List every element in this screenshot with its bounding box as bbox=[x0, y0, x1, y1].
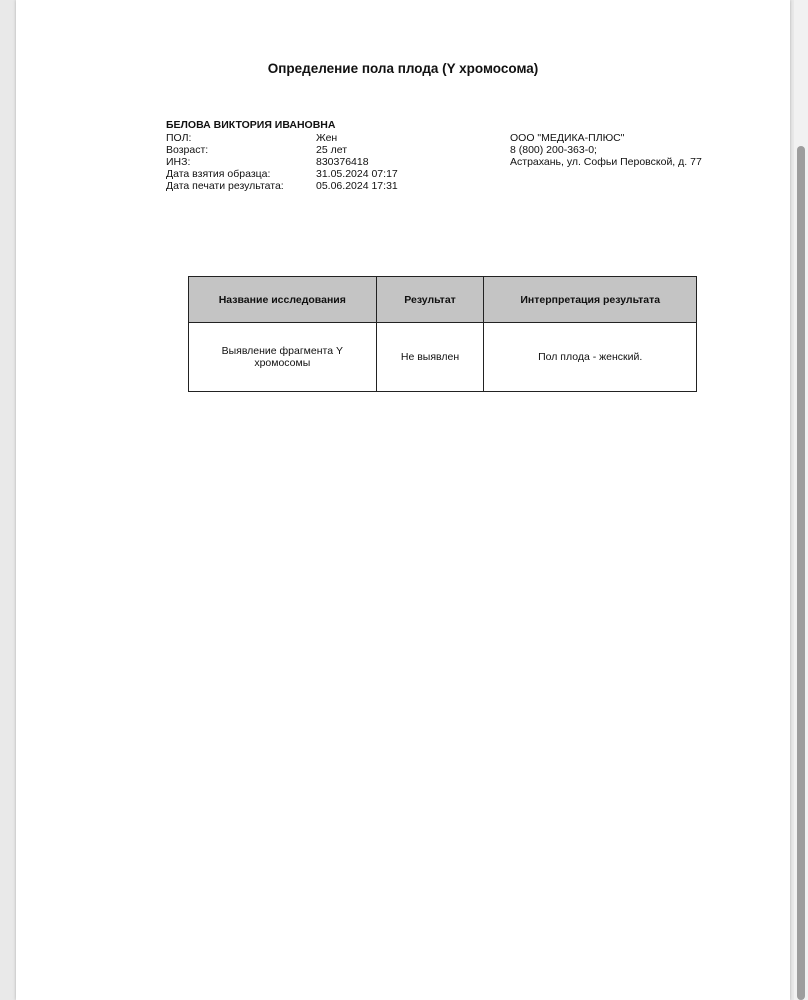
organization-name: ООО "МЕДИКА-ПЛЮС" bbox=[510, 132, 625, 144]
organization-phone: 8 (800) 200-363-0; bbox=[510, 144, 597, 156]
info-row-print-date bbox=[166, 180, 398, 192]
info-value: 25 лет bbox=[316, 144, 348, 156]
organization-info bbox=[510, 132, 702, 168]
header-result: Результат bbox=[376, 277, 484, 323]
cell-interpretation: Пол плода - женский. bbox=[484, 323, 697, 392]
cell-result: Не выявлен bbox=[376, 323, 484, 392]
info-row-inz bbox=[166, 156, 398, 168]
scrollbar-track[interactable] bbox=[794, 0, 808, 1000]
info-value: 31.05.2024 07:17 bbox=[316, 168, 398, 180]
info-label: Дата печати результата: bbox=[166, 180, 284, 192]
info-value: 05.06.2024 17:31 bbox=[316, 180, 398, 192]
info-label: ПОЛ: bbox=[166, 132, 192, 144]
cell-study-name bbox=[189, 323, 377, 392]
header-study-name: Название исследования bbox=[189, 277, 377, 323]
document-page bbox=[16, 0, 790, 1000]
table-header-row bbox=[189, 277, 697, 323]
scrollbar-thumb[interactable] bbox=[797, 146, 805, 1000]
info-row-sex bbox=[166, 132, 398, 144]
info-label: Дата взятия образца: bbox=[166, 168, 271, 180]
info-row-age bbox=[166, 144, 398, 156]
results-table bbox=[188, 276, 697, 392]
header-interpretation: Интерпретация результата bbox=[484, 277, 697, 323]
document-title: Определение пола плода (Y хромосома) bbox=[267, 61, 539, 76]
info-value: 830376418 bbox=[316, 156, 369, 168]
study-name-text: Выявление фрагмента Y хромосомы bbox=[221, 345, 343, 369]
info-label: Возраст: bbox=[166, 144, 209, 156]
info-label: ИНЗ: bbox=[166, 156, 191, 168]
table-row bbox=[189, 323, 697, 392]
organization-address: Астрахань, ул. Софьи Перовской, д. 77 bbox=[510, 156, 702, 168]
info-value: Жен bbox=[316, 132, 338, 144]
info-row-sample-date bbox=[166, 168, 398, 180]
patient-name: БЕЛОВА ВИКТОРИЯ ИВАНОВНА bbox=[166, 119, 336, 131]
patient-info bbox=[166, 132, 398, 192]
